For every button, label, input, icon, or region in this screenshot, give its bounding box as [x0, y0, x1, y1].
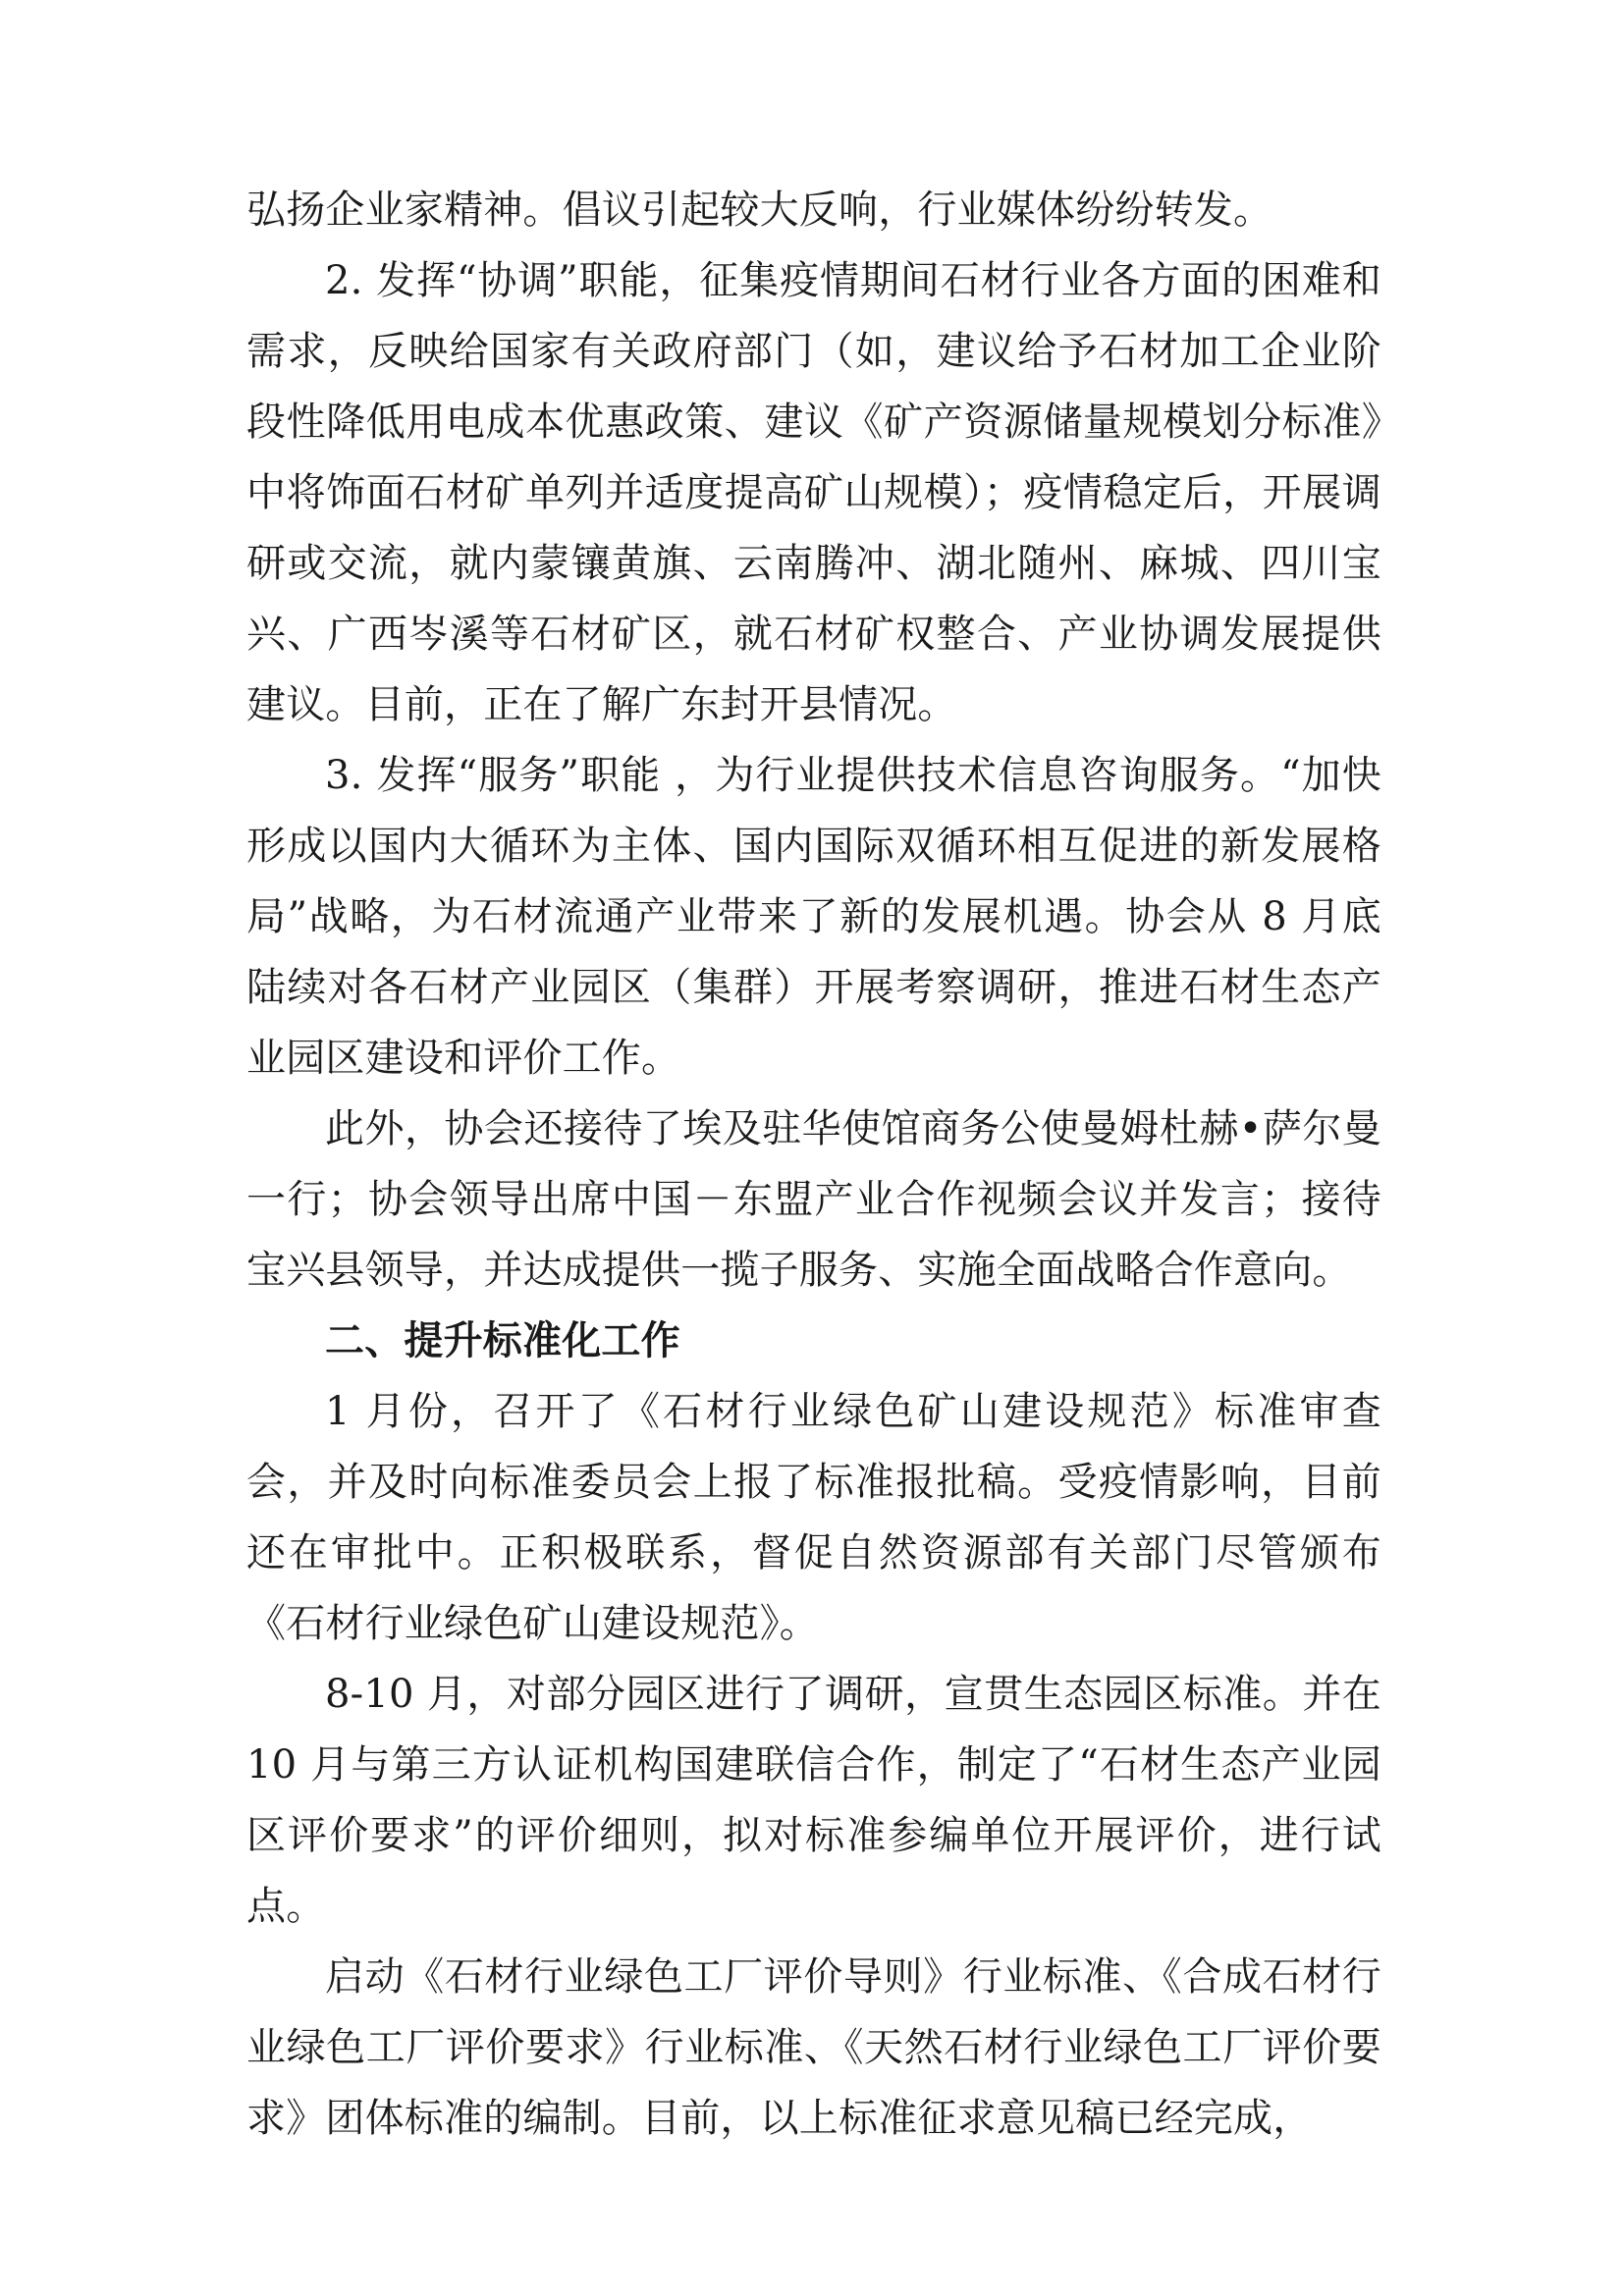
paragraph-coordination: 2. 发挥“协调”职能，征集疫情期间石材行业各方面的困难和需求，反映给国家有关政府部门（如，建议给予石材加工企业阶段性降低用电成本优惠政策、建议《矿产资源储量规模划分标准》中将饰面石材矿单列并适度提高矿山规模）；疫情稳定后，开展调研或交流，就内蒙镶黄旗、云南腾冲、湖北随州、麻城、四川宝兴、广西岑溪等石材矿区，就石材矿权整合、产业协调发展提供建议。目前，正在了解广东封开县情况。: [246, 258, 1381, 727]
paragraph-green-mine-standard: 1 月份，召开了《石材行业绿色矿山建设规范》标准审查会，并及时向标准委员会上报了标准报批稿。受疫情影响，目前还在审批中。正积极联系，督促自然资源部有关部门尽管颁布《石材行业绿色矿山建设规范》。: [246, 1389, 1381, 1646]
section-heading: 二、提升标准化工作: [325, 1318, 680, 1363]
paragraph-service: 3. 发挥“服务”职能 ，为行业提供技术信息咨询服务。“加快形成以国内大循环为主体、国内国际双循环相互促进的新发展格局”战略，为石材流通产业带来了新的发展机遇。协会从 8 月底陆续对各石材产业园区（集群）开展考察调研，推进石材生态产业园区建设和评价工作。: [246, 753, 1381, 1081]
document-body: [246, 175, 1381, 2154]
paragraph-other-activities: 此外，协会还接待了埃及驻华使馆商务公使曼姆杜赫•萨尔曼一行；协会领导出席中国－东盟产业合作视频会议并发言；接待宝兴县领导，并达成提供一揽子服务、实施全面战略合作意向。: [246, 1106, 1381, 1293]
paragraph-continuation: 弘扬企业家精神。倡议引起较大反响，行业媒体纷纷转发。: [246, 187, 1273, 233]
paragraph-green-factory-standards: 启动《石材行业绿色工厂评价导则》行业标准、《合成石材行业绿色工厂评价要求》行业标准、《天然石材行业绿色工厂评价要求》团体标准的编制。目前，以上标准征求意见稿已经完成，: [246, 1954, 1381, 2141]
paragraph-eco-park-standard: 8-10 月，对部分园区进行了调研，宣贯生态园区标准。并在 10 月与第三方认证机构国建联信合作，制定了“石材生态产业园区评价要求”的评价细则，拟对标准参编单位开展评价，进行试点。: [246, 1672, 1381, 1929]
